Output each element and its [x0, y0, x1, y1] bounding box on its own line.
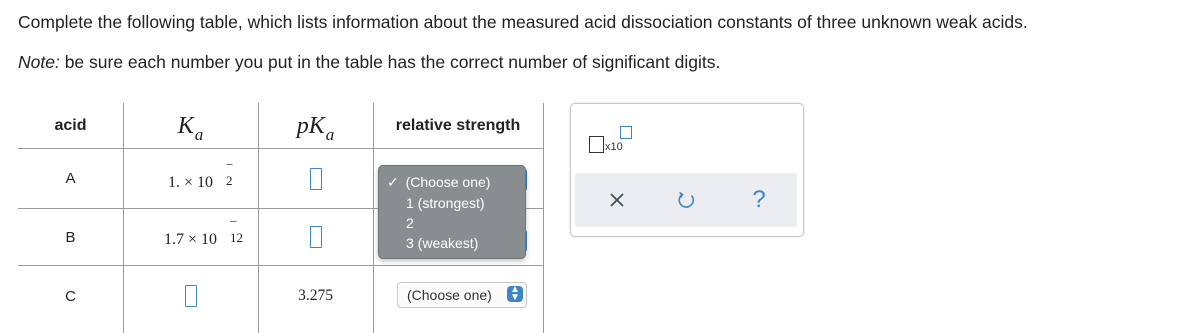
ka-c-cell — [123, 266, 258, 326]
header-pka — [258, 103, 373, 149]
select-c-value: (Choose one) — [407, 287, 492, 303]
undo-button[interactable] — [672, 186, 700, 214]
acid-b-label: B — [65, 228, 76, 246]
select-arrows-icon: ▲ ▼ — [507, 286, 523, 302]
tool-bar — [575, 173, 797, 227]
pka-b-input[interactable] — [310, 226, 322, 248]
column-divider — [543, 103, 544, 333]
pka-symbol: pK — [296, 112, 325, 139]
ka-a-exponent: − 2 — [225, 156, 234, 188]
pka-subscript: a — [325, 125, 335, 144]
ka-c-input[interactable] — [185, 285, 197, 307]
exponent-box-icon — [620, 126, 632, 139]
ka-b-exponent: − 12 — [229, 214, 243, 245]
relative-strength-c-select[interactable] — [397, 282, 527, 308]
pka-a-cell — [258, 149, 373, 208]
pka-a-input[interactable] — [310, 168, 322, 190]
answer-tools-panel — [570, 103, 804, 237]
scientific-notation-button[interactable] — [589, 124, 635, 154]
mantissa-box-icon — [589, 136, 604, 153]
ka-symbol: K — [177, 112, 194, 139]
relative-strength-dropdown-menu — [378, 165, 526, 259]
pka-b-cell — [258, 209, 373, 265]
acid-c-label: C — [65, 287, 76, 305]
pka-c-value: 3.275 — [298, 287, 333, 304]
note-text: be sure each number you put in the table has the correct number of significant digits. — [59, 52, 721, 72]
undo-icon — [676, 190, 696, 210]
help-button[interactable] — [745, 186, 773, 214]
ka-b-value — [123, 209, 258, 265]
check-icon: ✓ — [387, 174, 399, 190]
ka-subscript: a — [194, 125, 204, 144]
help-icon: ? — [752, 186, 766, 213]
close-icon — [609, 192, 625, 208]
note-label: Note: — [18, 52, 60, 72]
clear-button[interactable] — [603, 186, 631, 214]
dropdown-option-strongest[interactable]: 1 (strongest) — [406, 195, 485, 211]
dropdown-option-choose-one[interactable]: ✓ (Choose one) — [387, 174, 491, 190]
header-relative-strength: relative strength — [395, 117, 521, 134]
question-text: Complete the following table, which lists information about the measured acid dissociation constants of three unknown weak acids. — [18, 12, 1028, 32]
ka-b-mantissa: 1.7 × 10 — [163, 231, 218, 248]
dropdown-option-weakest[interactable]: 3 (weakest) — [406, 235, 479, 251]
note-line — [18, 52, 720, 73]
ka-a-mantissa: 1. × 10 — [167, 173, 214, 191]
header-ka — [123, 103, 258, 149]
dropdown-option-2[interactable]: 2 — [406, 215, 414, 231]
acid-a-label: A — [65, 170, 76, 187]
x10-label: x10 — [605, 141, 623, 153]
ka-a-value — [123, 149, 258, 208]
header-acid: acid — [54, 117, 87, 134]
